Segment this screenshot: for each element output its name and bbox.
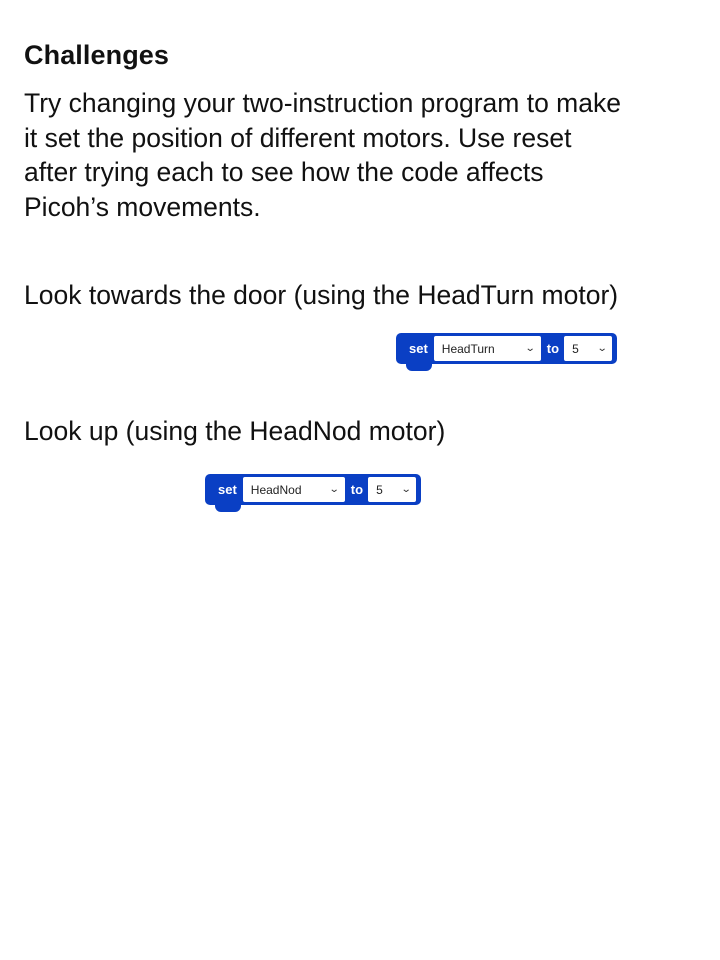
chevron-down-icon: ⌄ [329,484,341,495]
instructions-line: after trying each to see how the code affects [24,157,544,187]
to-keyword: to [546,341,560,356]
motor-dropdown-value: HeadTurn [441,341,495,356]
set-keyword: set [409,341,428,356]
motor-dropdown[interactable] [243,477,345,502]
value-dropdown-value: 5 [376,482,383,497]
chevron-down-icon: ⌄ [596,343,608,354]
set-motor-block-headturn[interactable] [396,333,617,364]
challenge-label-headnod: Look up (using the HeadNod motor) [24,416,446,446]
motor-dropdown-value: HeadNod [250,482,302,497]
value-dropdown[interactable] [368,477,416,502]
value-dropdown[interactable] [564,336,612,361]
instructions-line: Try changing your two-instruction program to make [24,88,621,118]
challenge-label-headturn: Look towards the door (using the HeadTurn motor) [24,280,619,310]
to-keyword: to [350,482,364,497]
motor-dropdown[interactable] [434,336,541,361]
set-motor-block-headnod[interactable] [205,474,421,505]
set-keyword: set [218,482,237,497]
instructions-paragraph [24,86,704,224]
instructions-line: Picoh’s movements. [24,191,261,222]
chevron-down-icon: ⌄ [400,484,412,495]
chevron-down-icon: ⌄ [525,343,537,354]
page-title: Challenges [24,40,170,70]
instructions-line: it set the position of different motors. Use reset [24,122,572,153]
value-dropdown-value: 5 [572,341,579,356]
